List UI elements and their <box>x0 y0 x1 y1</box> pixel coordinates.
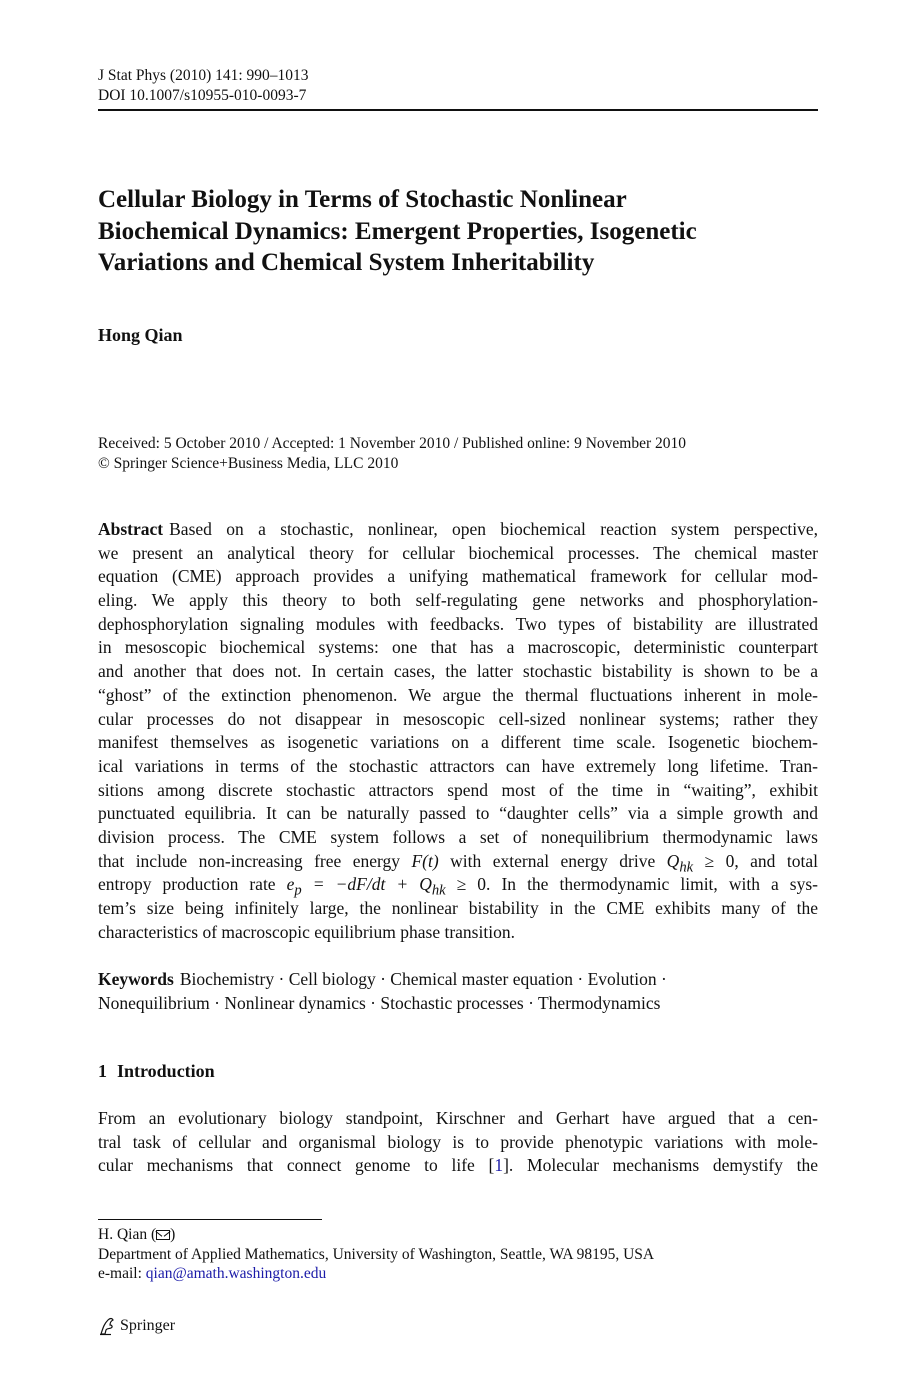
footnote <box>98 1225 654 1284</box>
abstract-line: equation (CME) approach provides a unifying mathematical framework for cellular mod- <box>98 566 818 587</box>
abstract-line: ical variations in terms of the stochastic attractors can have extremely long lifetime. Tran- <box>98 755 818 776</box>
author-name: Hong Qian <box>98 325 183 345</box>
title-line: Cellular Biology in Terms of Stochastic Nonlinear <box>98 186 627 213</box>
date-history: Received: 5 October 2010 / Accepted: 1 November 2010 / Published online: 9 November 2010 <box>98 435 687 452</box>
envelope-icon <box>156 1230 170 1240</box>
section-heading <box>98 1061 215 1082</box>
body-line: From an evolutionary biology standpoint, Kirschner and Gerhart have argued that a cen- <box>98 1108 818 1128</box>
body-line: cular mechanisms that connect genome to life [1]. Molecular mechanisms demystify the <box>98 1155 818 1176</box>
journal-header <box>98 66 309 106</box>
abstract-line: Abstract Based on a stochastic, nonlinear, open biochemical reaction system perspective, <box>98 519 818 539</box>
intro-paragraph <box>98 1107 818 1178</box>
journal-citation: J Stat Phys (2010) 141: 990–1013 <box>98 67 309 84</box>
keywords-label: Keywords <box>98 969 174 989</box>
publisher-logo <box>98 1316 175 1336</box>
abstract-line: eling. We apply this theory to both self-regulating gene networks and phosphorylation- <box>98 590 818 611</box>
abstract <box>98 518 818 944</box>
abstract-line: in mesoscopic biochemical systems: one that has a macroscopic, deterministic counterpart <box>98 637 818 658</box>
abstract-line: and another that does not. In certain cases, the latter stochastic bistability is shown to be a <box>98 661 818 682</box>
abstract-line: punctuated equilibria. It can be naturally passed to “daughter cells” via a simple growth and <box>98 803 818 824</box>
math-free-energy: F(t) <box>411 850 439 871</box>
abstract-line: tem’s size being infinitely large, the nonlinear bistability in the CME exhibits many of the <box>98 898 818 918</box>
email-link[interactable]: qian@amath.washington.edu <box>145 1265 327 1282</box>
corresponding-author: H. Qian ( ) <box>98 1226 176 1243</box>
abstract-line: characteristics of macroscopic equilibrium phase transition. <box>98 921 515 942</box>
abstract-line: we present an analytical theory for cellular biochemical processes. The chemical master <box>98 542 818 563</box>
keywords <box>98 968 818 1015</box>
doi: DOI 10.1007/s10955-010-0093-7 <box>98 87 307 104</box>
abstract-line: “ghost” of the extinction phenomenon. We argue the thermal fluctuations inherent in mole- <box>98 684 818 705</box>
paper-title <box>98 184 818 279</box>
publication-dates <box>98 434 686 474</box>
abstract-line: dephosphorylation signaling modules with feedbacks. Two types of bistability are illustrated <box>98 613 818 634</box>
math-energy-drive: $Q_{hk}$ <box>666 850 694 876</box>
citation-link[interactable]: 1 <box>494 1155 504 1176</box>
publisher-name: Springer <box>120 1317 176 1334</box>
footnote-rule <box>98 1219 322 1220</box>
abstract-label: Abstract <box>98 519 164 539</box>
header-rule <box>98 109 818 111</box>
springer-horse-icon <box>98 1316 116 1336</box>
email-line: e-mail: qian@amath.washington.edu <box>98 1265 327 1282</box>
math-entropy-rate: $e_p$ <box>286 874 302 899</box>
math-heat: $Q_{hk}$ <box>419 874 446 899</box>
keywords-line: Keywords Biochemistry · Cell biology · Chemical master equation · Evolution · <box>98 969 667 989</box>
section-number: 1 <box>98 1061 107 1081</box>
abstract-line: manifest themselves as isogenetic variations on a different time scale. Isogenetic biochem- <box>98 732 818 753</box>
body-line: tral task of cellular and organismal biology is to provide phenotypic variations with mole- <box>98 1131 818 1152</box>
copyright: © Springer Science+Business Media, LLC 2010 <box>98 455 399 472</box>
title-line: Biochemical Dynamics: Emergent Properties, Isogenetic <box>98 217 697 245</box>
section-title: Introduction <box>117 1061 215 1081</box>
abstract-line: that include non-increasing free energy F(t) with external energy drive $Q_{hk} \ge 0$, and total <box>98 850 818 876</box>
title-line: Variations and Chemical System Inheritability <box>98 249 595 276</box>
abstract-line: cular processes do not disappear in mesoscopic cell-sized nonlinear systems; rather they <box>98 708 818 729</box>
abstract-line: sitions among discrete stochastic attractors spend most of the time in “waiting”, exhibit <box>98 779 818 800</box>
keywords-line: Nonequilibrium · Nonlinear dynamics · Stochastic processes · Thermodynamics <box>98 992 661 1013</box>
abstract-line: division process. The CME system follows a set of nonequilibrium thermodynamic laws <box>98 826 818 847</box>
abstract-line: entropy production rate $e_p = -dF/dt + Q_{hk} \ge 0$. In the thermodynamic limit, with a sys- <box>98 874 818 899</box>
affiliation: Department of Applied Mathematics, University of Washington, Seattle, WA 98195, USA <box>98 1245 655 1263</box>
